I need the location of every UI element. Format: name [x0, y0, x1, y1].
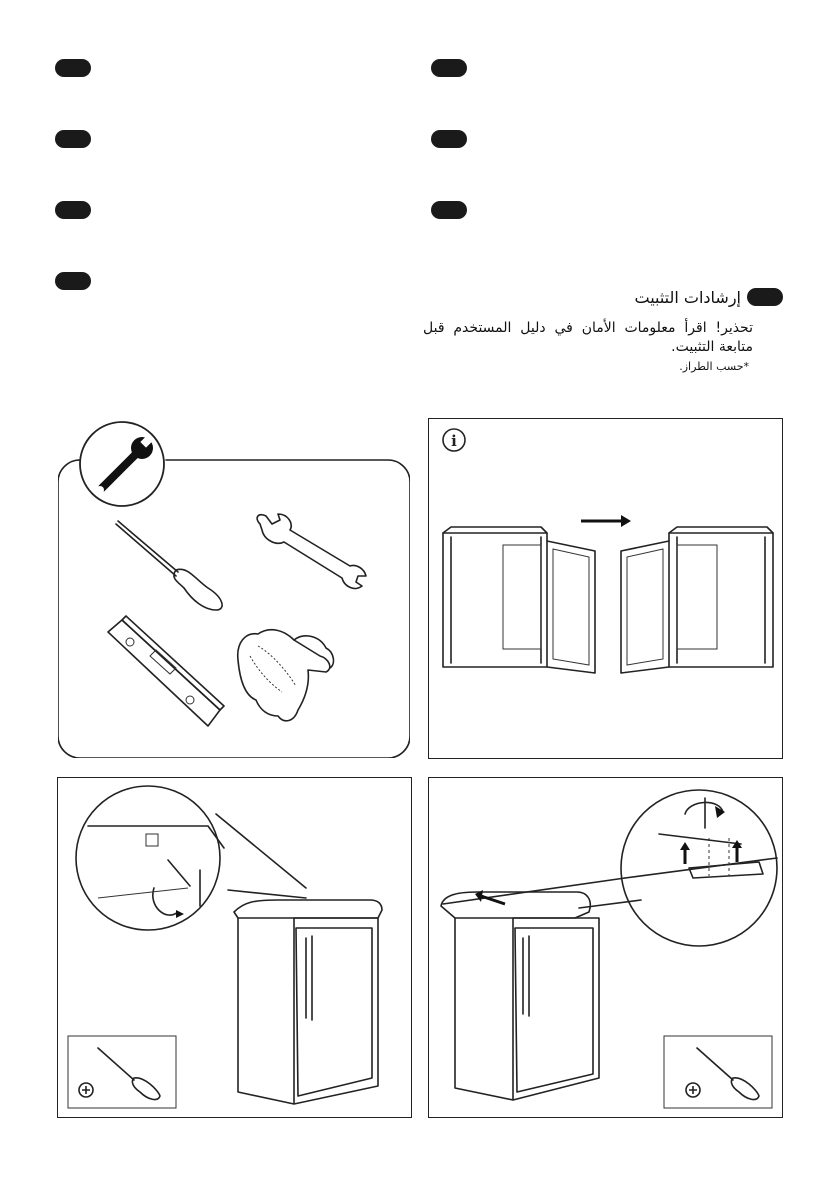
zoom-detail — [76, 786, 224, 930]
top-removal-panel — [428, 777, 783, 1118]
language-marker — [55, 201, 91, 219]
wrench-icon — [80, 422, 164, 506]
warning-text: تحذير! اقرأ معلومات الأمان في دليل المستخدم قبل متابعة التثبيت. — [423, 320, 753, 355]
language-marker — [431, 201, 467, 219]
tools-panel — [58, 420, 410, 758]
language-marker — [55, 59, 91, 77]
spirit-level-tool — [108, 616, 224, 726]
screw-removal-panel — [57, 777, 412, 1118]
spanner-tool — [257, 514, 366, 588]
language-marker — [55, 130, 91, 148]
phillips-head-icon — [68, 1036, 176, 1108]
zoom-detail — [621, 790, 777, 946]
language-marker — [431, 59, 467, 77]
footnote: *حسب الطراز. — [679, 360, 749, 373]
fridge-door-left — [621, 527, 773, 673]
language-marker-arabic — [747, 288, 783, 306]
gloves-item — [238, 630, 334, 721]
door-reversal-panel — [428, 418, 783, 759]
language-marker — [55, 272, 91, 290]
info-icon — [443, 429, 465, 451]
svg-text:i: i — [451, 432, 457, 450]
phillips-head-icon — [664, 1036, 772, 1108]
fridge-front — [234, 900, 382, 1104]
language-marker — [431, 130, 467, 148]
fridge-front — [441, 890, 599, 1100]
arrow-right-icon — [581, 515, 631, 527]
fridge-door-right — [443, 527, 595, 673]
section-title: إرشادات التثبيت — [634, 288, 741, 307]
screwdriver-tool — [116, 521, 222, 610]
